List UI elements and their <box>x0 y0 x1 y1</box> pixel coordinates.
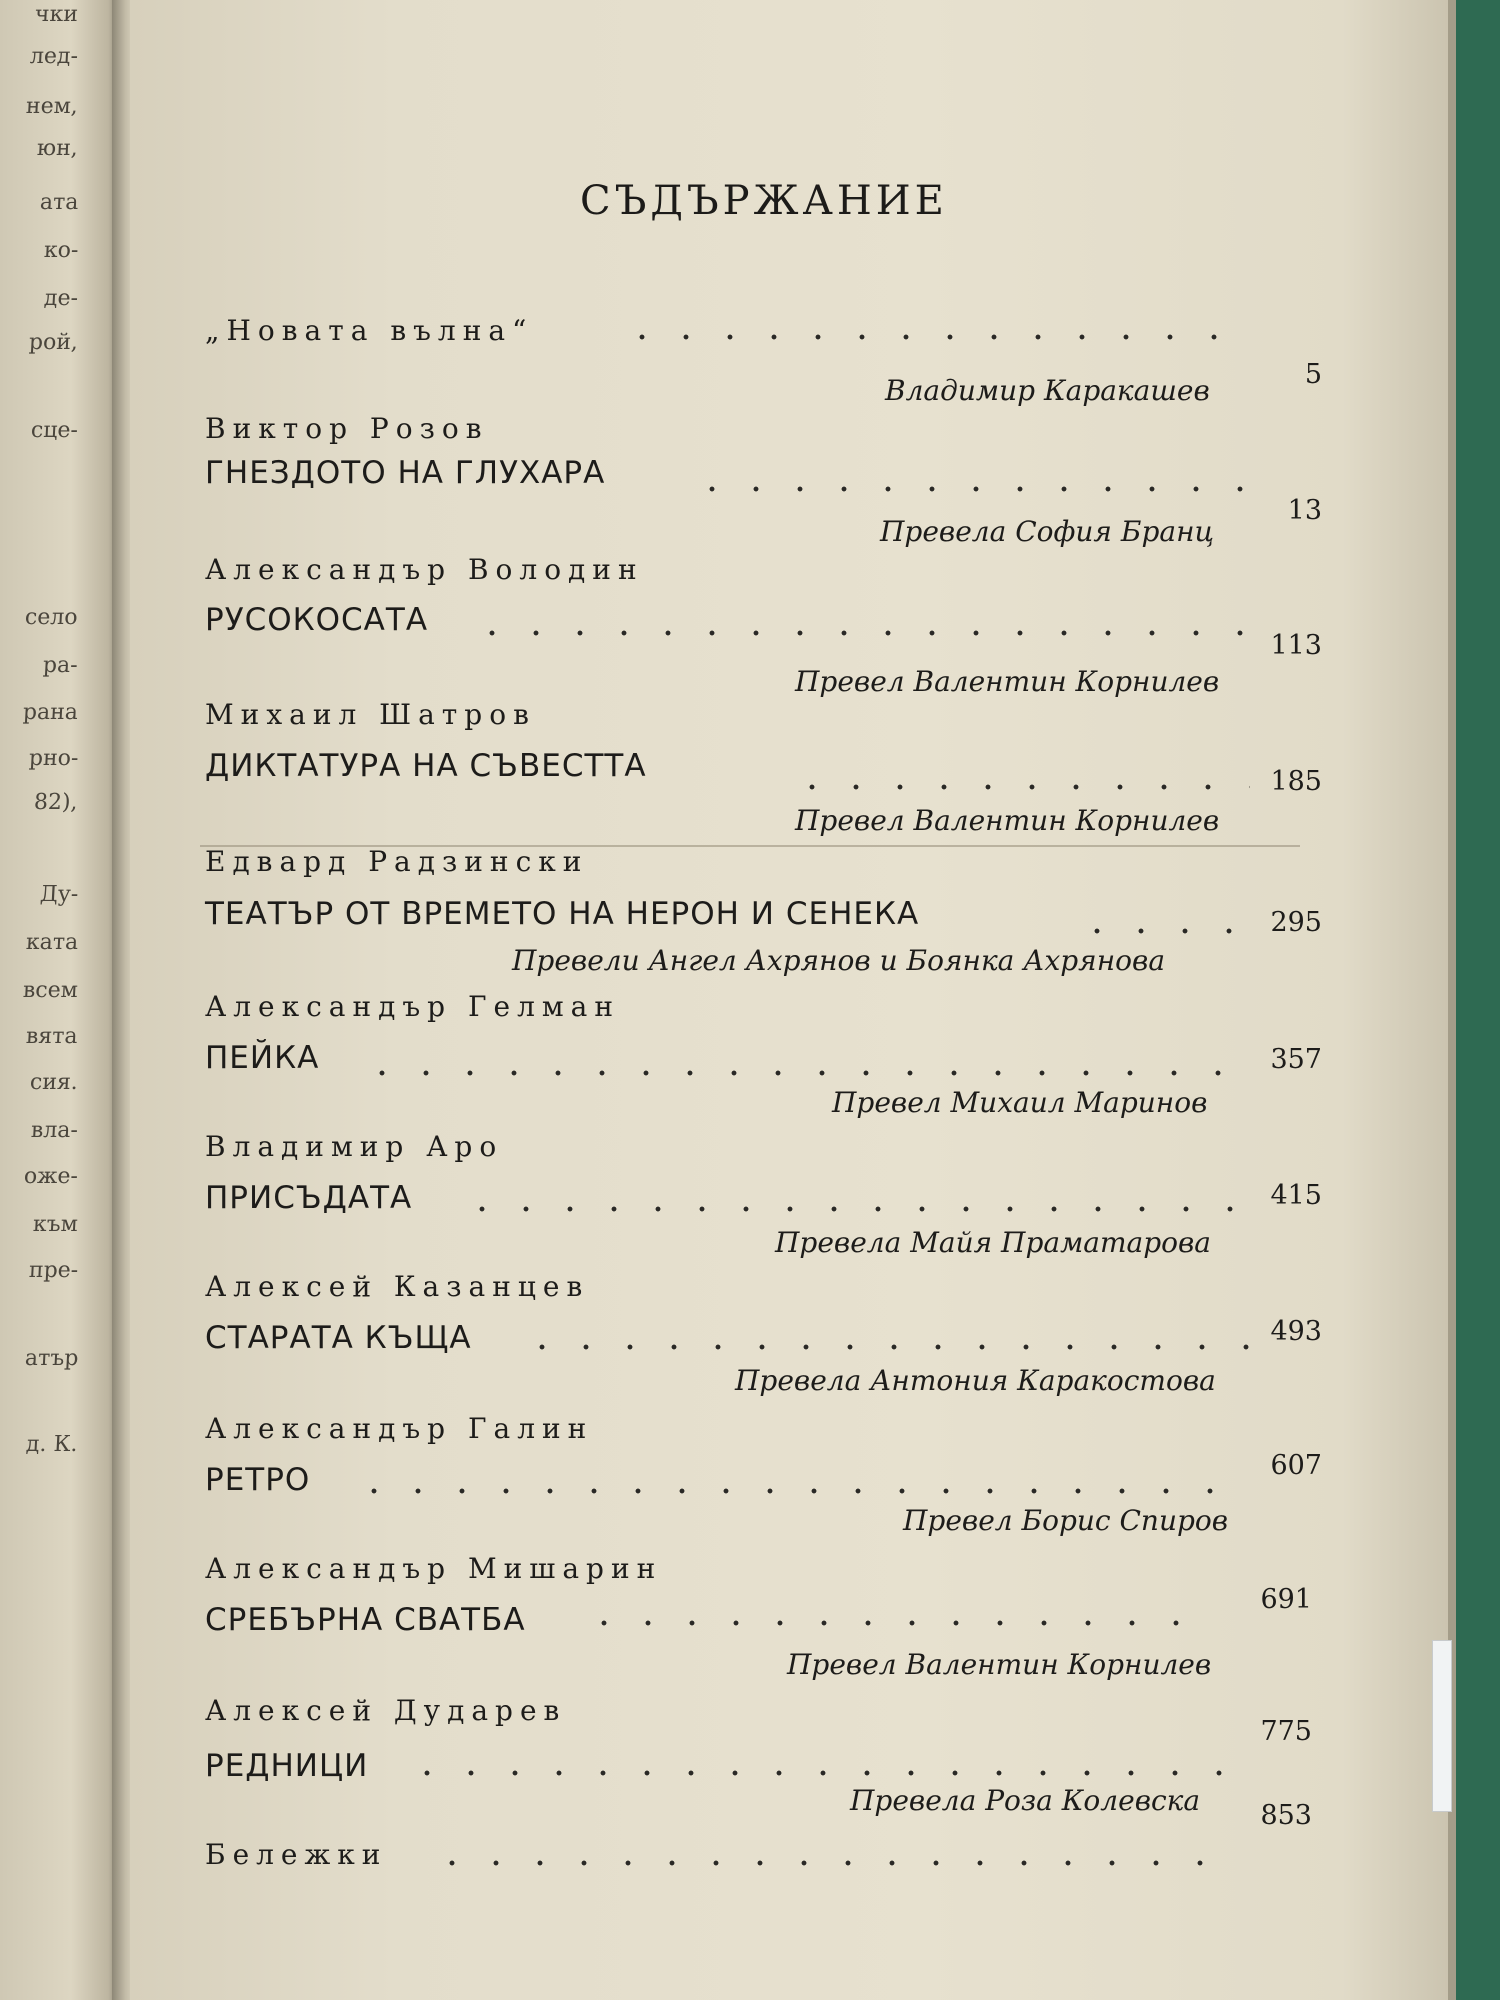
left-page-edge <box>0 0 118 2000</box>
left-page-fragment: чки <box>34 2 79 27</box>
toc-entry-title: РЕДНИЦИ <box>205 1748 369 1784</box>
toc-entry-page: 5 <box>1304 359 1322 390</box>
toc-entry-translator: Превел Борис Спиров <box>903 1504 1229 1537</box>
toc-entry-title: СРЕБЪРНА СВАТБА <box>205 1602 526 1638</box>
left-page-fragment: вла- <box>30 1118 79 1143</box>
leader-dots <box>460 1206 1250 1212</box>
toc-entry-author: Виктор Розов <box>205 412 489 445</box>
left-page-fragment: пре- <box>28 1258 79 1283</box>
toc-entry-translator: Превела Роза Колевска <box>850 1784 1201 1817</box>
left-page-fragment: рана <box>22 700 79 725</box>
toc-entry-page: 357 <box>1270 1044 1322 1075</box>
left-page-fragment: към <box>32 1212 79 1237</box>
toc-entry-translator: Превели Ангел Ахрянов и Боянка Ахрянова <box>512 944 1166 977</box>
toc-entry-author: Алексей Казанцев <box>205 1270 590 1303</box>
toc-entry-translator: Превел Михаил Маринов <box>832 1086 1208 1119</box>
toc-entry-title: ТЕАТЪР ОТ ВРЕМЕТО НА НЕРОН И СЕНЕКА <box>205 896 920 932</box>
toc-entry-title: СТАРАТА КЪЩА <box>205 1320 472 1356</box>
toc-entry-page: 691 <box>1260 1584 1312 1615</box>
left-page-fragment: ката <box>25 930 79 955</box>
toc-entry-title: РУСОКОСАТА <box>205 602 429 638</box>
left-page-fragment: атър <box>23 1346 79 1371</box>
toc-entry-translator: Владимир Каракашев <box>885 374 1210 407</box>
toc-entry-page: 113 <box>1270 630 1322 661</box>
leader-dots <box>520 1344 1250 1350</box>
left-page-fragment: лед- <box>29 44 79 69</box>
left-page-fragment: 82), <box>33 790 79 815</box>
left-page-fragment: вята <box>25 1024 79 1049</box>
left-page-fragment: село <box>24 605 79 630</box>
leader-dots <box>620 334 1250 340</box>
toc-entry-translator: Превел Валентин Корнилев <box>795 665 1220 698</box>
toc-entry-translator: Превел Валентин Корнилев <box>795 804 1220 837</box>
left-page-fragment: сце- <box>30 418 79 443</box>
leader-dots <box>430 1860 1210 1866</box>
toc-entry-title: ПЕЙКА <box>205 1040 320 1076</box>
toc-entry-title: Бележки <box>205 1838 388 1871</box>
toc-entry-author: Михаил Шатров <box>205 698 536 731</box>
toc-entry-author: Александър Мишарин <box>205 1552 663 1585</box>
toc-entry-author: Александър Володин <box>205 553 644 586</box>
toc-entry-page: 185 <box>1270 766 1322 797</box>
leader-dots <box>690 486 1250 492</box>
leader-dots <box>470 630 1250 636</box>
left-page-fragment: Ду- <box>39 882 79 907</box>
leader-dots <box>405 1770 1230 1776</box>
left-page-fragment: оже- <box>23 1164 79 1189</box>
toc-entry-title: ПРИСЪДАТА <box>205 1180 413 1216</box>
toc-entry-page: 607 <box>1270 1450 1322 1481</box>
toc-entry-translator: Превела София Бранц <box>880 515 1215 548</box>
left-page-fragment: ко- <box>42 238 79 263</box>
bookmark-tab <box>1432 1640 1452 1812</box>
toc-entry-author: Владимир Аро <box>205 1130 504 1163</box>
leader-dots <box>352 1488 1232 1494</box>
leader-dots <box>582 1620 1212 1626</box>
toc-entry-page: 775 <box>1260 1716 1312 1747</box>
left-page-fragment: де- <box>43 286 79 311</box>
toc-entry-title: ДИКТАТУРА НА СЪВЕСТТА <box>205 748 647 784</box>
toc-entry-title: „Новата вълна“ <box>205 314 534 347</box>
left-page-fragment: сия. <box>29 1070 79 1095</box>
leader-dots <box>1075 928 1250 934</box>
toc-entry-translator: Превела Антония Каракостова <box>735 1364 1216 1397</box>
left-page-fragment: ата <box>38 190 79 215</box>
toc-entry-author: Александър Галин <box>205 1412 594 1445</box>
left-page-fragment: рно- <box>27 746 79 771</box>
toc-entry-author: Едвард Радзински <box>205 845 589 878</box>
left-page-fragment: рой, <box>28 330 79 355</box>
leader-dots <box>360 1070 1250 1076</box>
toc-entry-translator: Превел Валентин Корнилев <box>787 1648 1212 1681</box>
page-title: СЪДЪРЖАНИЕ <box>580 178 948 224</box>
toc-entry-page: 415 <box>1270 1180 1322 1211</box>
toc-entry-page: 853 <box>1260 1800 1312 1831</box>
toc-entry-page: 295 <box>1270 907 1322 938</box>
leader-dots <box>790 784 1250 790</box>
toc-entry-title: РЕТРО <box>205 1462 311 1498</box>
toc-entry-author: Алексей Дударев <box>205 1694 567 1727</box>
toc-entry-translator: Превела Майя Праматарова <box>775 1226 1211 1259</box>
left-page-fragment: всем <box>22 978 79 1003</box>
toc-entry-page: 493 <box>1270 1316 1322 1347</box>
left-page-fragment: нем, <box>25 94 79 119</box>
left-page-fragment: д. К. <box>25 1432 79 1457</box>
toc-entry-title: ГНЕЗДОТО НА ГЛУХАРА <box>205 455 606 491</box>
left-page-fragment: ра- <box>42 653 79 678</box>
left-page-fragment: юн, <box>36 136 79 161</box>
toc-entry-author: Александър Гелман <box>205 990 621 1023</box>
toc-entry-page: 13 <box>1287 495 1322 526</box>
